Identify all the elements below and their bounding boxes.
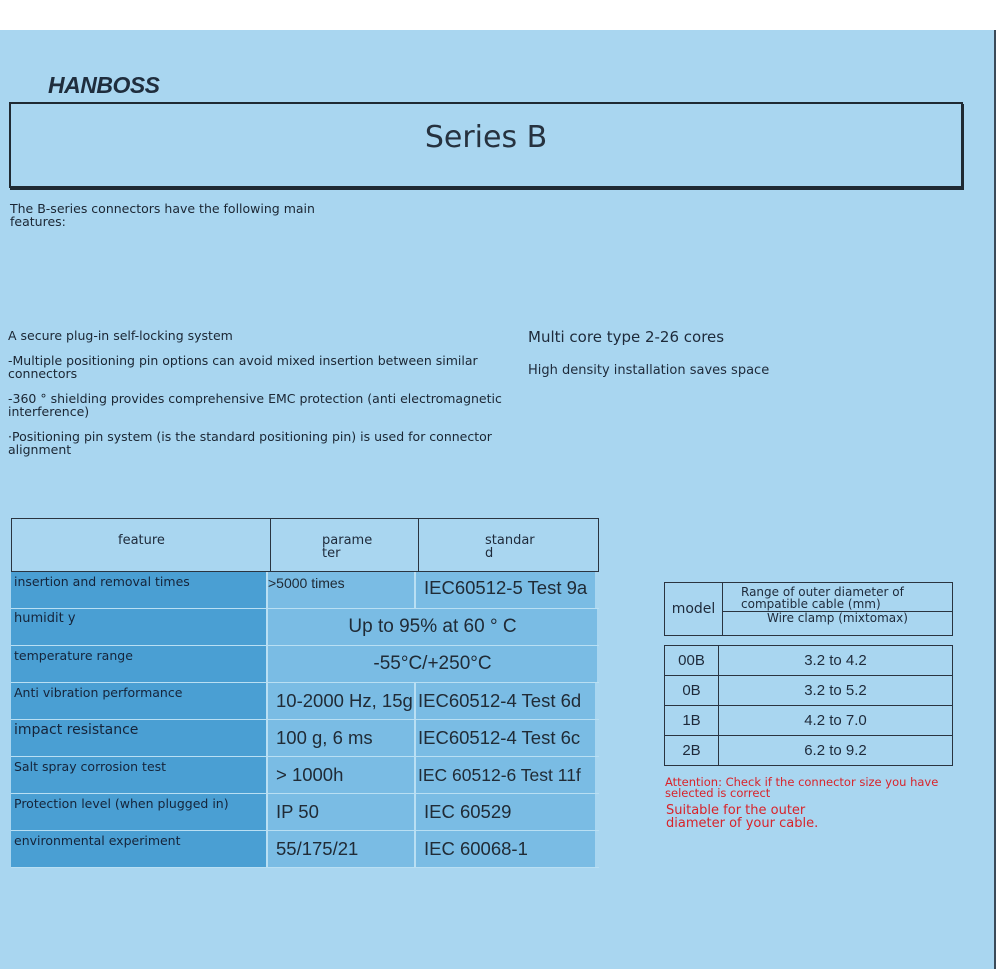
table-row bbox=[11, 609, 599, 646]
feature-cell: impact resistance bbox=[11, 720, 268, 756]
header-right bbox=[723, 583, 952, 635]
parameter-cell: > 1000h bbox=[268, 757, 416, 793]
header-range: Range of outer diameter of compatible cable (mm) bbox=[723, 583, 952, 612]
merged-value-cell: Up to 95% at 60 ° C bbox=[268, 609, 597, 645]
table-row bbox=[11, 683, 599, 720]
standard-cell: IEC 60068-1 bbox=[416, 831, 595, 867]
model-cell: 00B bbox=[665, 646, 719, 675]
standard-cell: IEC60512-4 Test 6c bbox=[416, 720, 595, 756]
header-clamp: Wire clamp (mixtomax) bbox=[767, 611, 908, 625]
title-frame bbox=[9, 102, 963, 188]
standard-cell: IEC 60512-6 Test 11f bbox=[416, 757, 595, 793]
feature-cell: humidit y bbox=[11, 609, 268, 645]
feature-cell: insertion and removal times bbox=[11, 572, 268, 608]
model-table-header bbox=[664, 582, 953, 636]
header-feature: feature bbox=[12, 519, 271, 571]
brand-logo: HANBOSS bbox=[48, 72, 160, 98]
range-cell: 6.2 to 9.2 bbox=[804, 742, 867, 759]
model-table bbox=[664, 582, 953, 766]
feature-cell: Anti vibration performance bbox=[11, 683, 268, 719]
standard-cell: IEC 60529 bbox=[416, 794, 595, 830]
table-row bbox=[11, 831, 599, 868]
model-table-body bbox=[664, 645, 953, 766]
feature-item: ·Positioning pin system (is the standard positioning pin) is used for connector alignment bbox=[8, 429, 492, 457]
spec-table-header bbox=[11, 518, 599, 572]
header-model: model bbox=[665, 583, 723, 635]
intro-text: The B-series connectors have the following main features: bbox=[10, 201, 315, 229]
feature-item: -360 ° shielding provides comprehensive EMC protection (anti electromagnetic interference) bbox=[8, 391, 502, 419]
parameter-cell: 100 g, 6 ms bbox=[268, 720, 416, 756]
feature-list-left bbox=[8, 329, 518, 468]
table-row bbox=[11, 794, 599, 831]
standard-cell: IEC60512-5 Test 9a bbox=[416, 572, 595, 608]
range-cell: 3.2 to 4.2 bbox=[804, 652, 867, 669]
feature-item: A secure plug-in self-locking system bbox=[8, 328, 233, 343]
feature-cell: environmental experiment bbox=[11, 831, 268, 867]
parameter-cell: 10-2000 Hz, 15g bbox=[268, 683, 416, 719]
merged-value-cell: -55°C/+250°C bbox=[268, 646, 597, 682]
feature-item: -Multiple positioning pin options can avoid mixed insertion between similar connectors bbox=[8, 353, 478, 381]
feature-cell: Salt spray corrosion test bbox=[11, 757, 268, 793]
feature-item: High density installation saves space bbox=[528, 363, 770, 378]
table-row bbox=[665, 676, 952, 706]
feature-list-right bbox=[528, 328, 848, 378]
header-parameter: parame ter bbox=[271, 519, 419, 571]
table-row bbox=[665, 706, 952, 736]
range-cell: 3.2 to 5.2 bbox=[804, 682, 867, 699]
spec-table bbox=[11, 518, 599, 868]
parameter-cell: IP 50 bbox=[268, 794, 416, 830]
model-cell: 1B bbox=[665, 706, 719, 735]
table-row bbox=[11, 757, 599, 794]
attention-note: Attention: Check if the connector size you have selected is correct bbox=[665, 775, 939, 800]
feature-cell: temperature range bbox=[11, 646, 268, 682]
feature-item: Multi core type 2-26 cores bbox=[528, 328, 725, 346]
datasheet-page bbox=[0, 30, 996, 969]
table-row bbox=[11, 720, 599, 757]
parameter-cell: 55/175/21 bbox=[268, 831, 416, 867]
standard-cell: IEC60512-4 Test 6d bbox=[416, 683, 595, 719]
header-standard: standar d bbox=[485, 533, 535, 561]
table-row bbox=[665, 736, 952, 766]
table-row bbox=[11, 572, 599, 609]
suitable-note: Suitable for the outer diameter of your cable. bbox=[666, 803, 819, 831]
page-title: Series B bbox=[424, 120, 548, 155]
range-cell: 4.2 to 7.0 bbox=[804, 712, 867, 729]
table-row bbox=[11, 646, 599, 683]
feature-cell: Protection level (when plugged in) bbox=[11, 794, 268, 830]
model-cell: 2B bbox=[665, 736, 719, 765]
parameter-cell: >5000 times bbox=[268, 572, 416, 608]
table-row bbox=[665, 646, 952, 676]
model-cell: 0B bbox=[665, 676, 719, 705]
